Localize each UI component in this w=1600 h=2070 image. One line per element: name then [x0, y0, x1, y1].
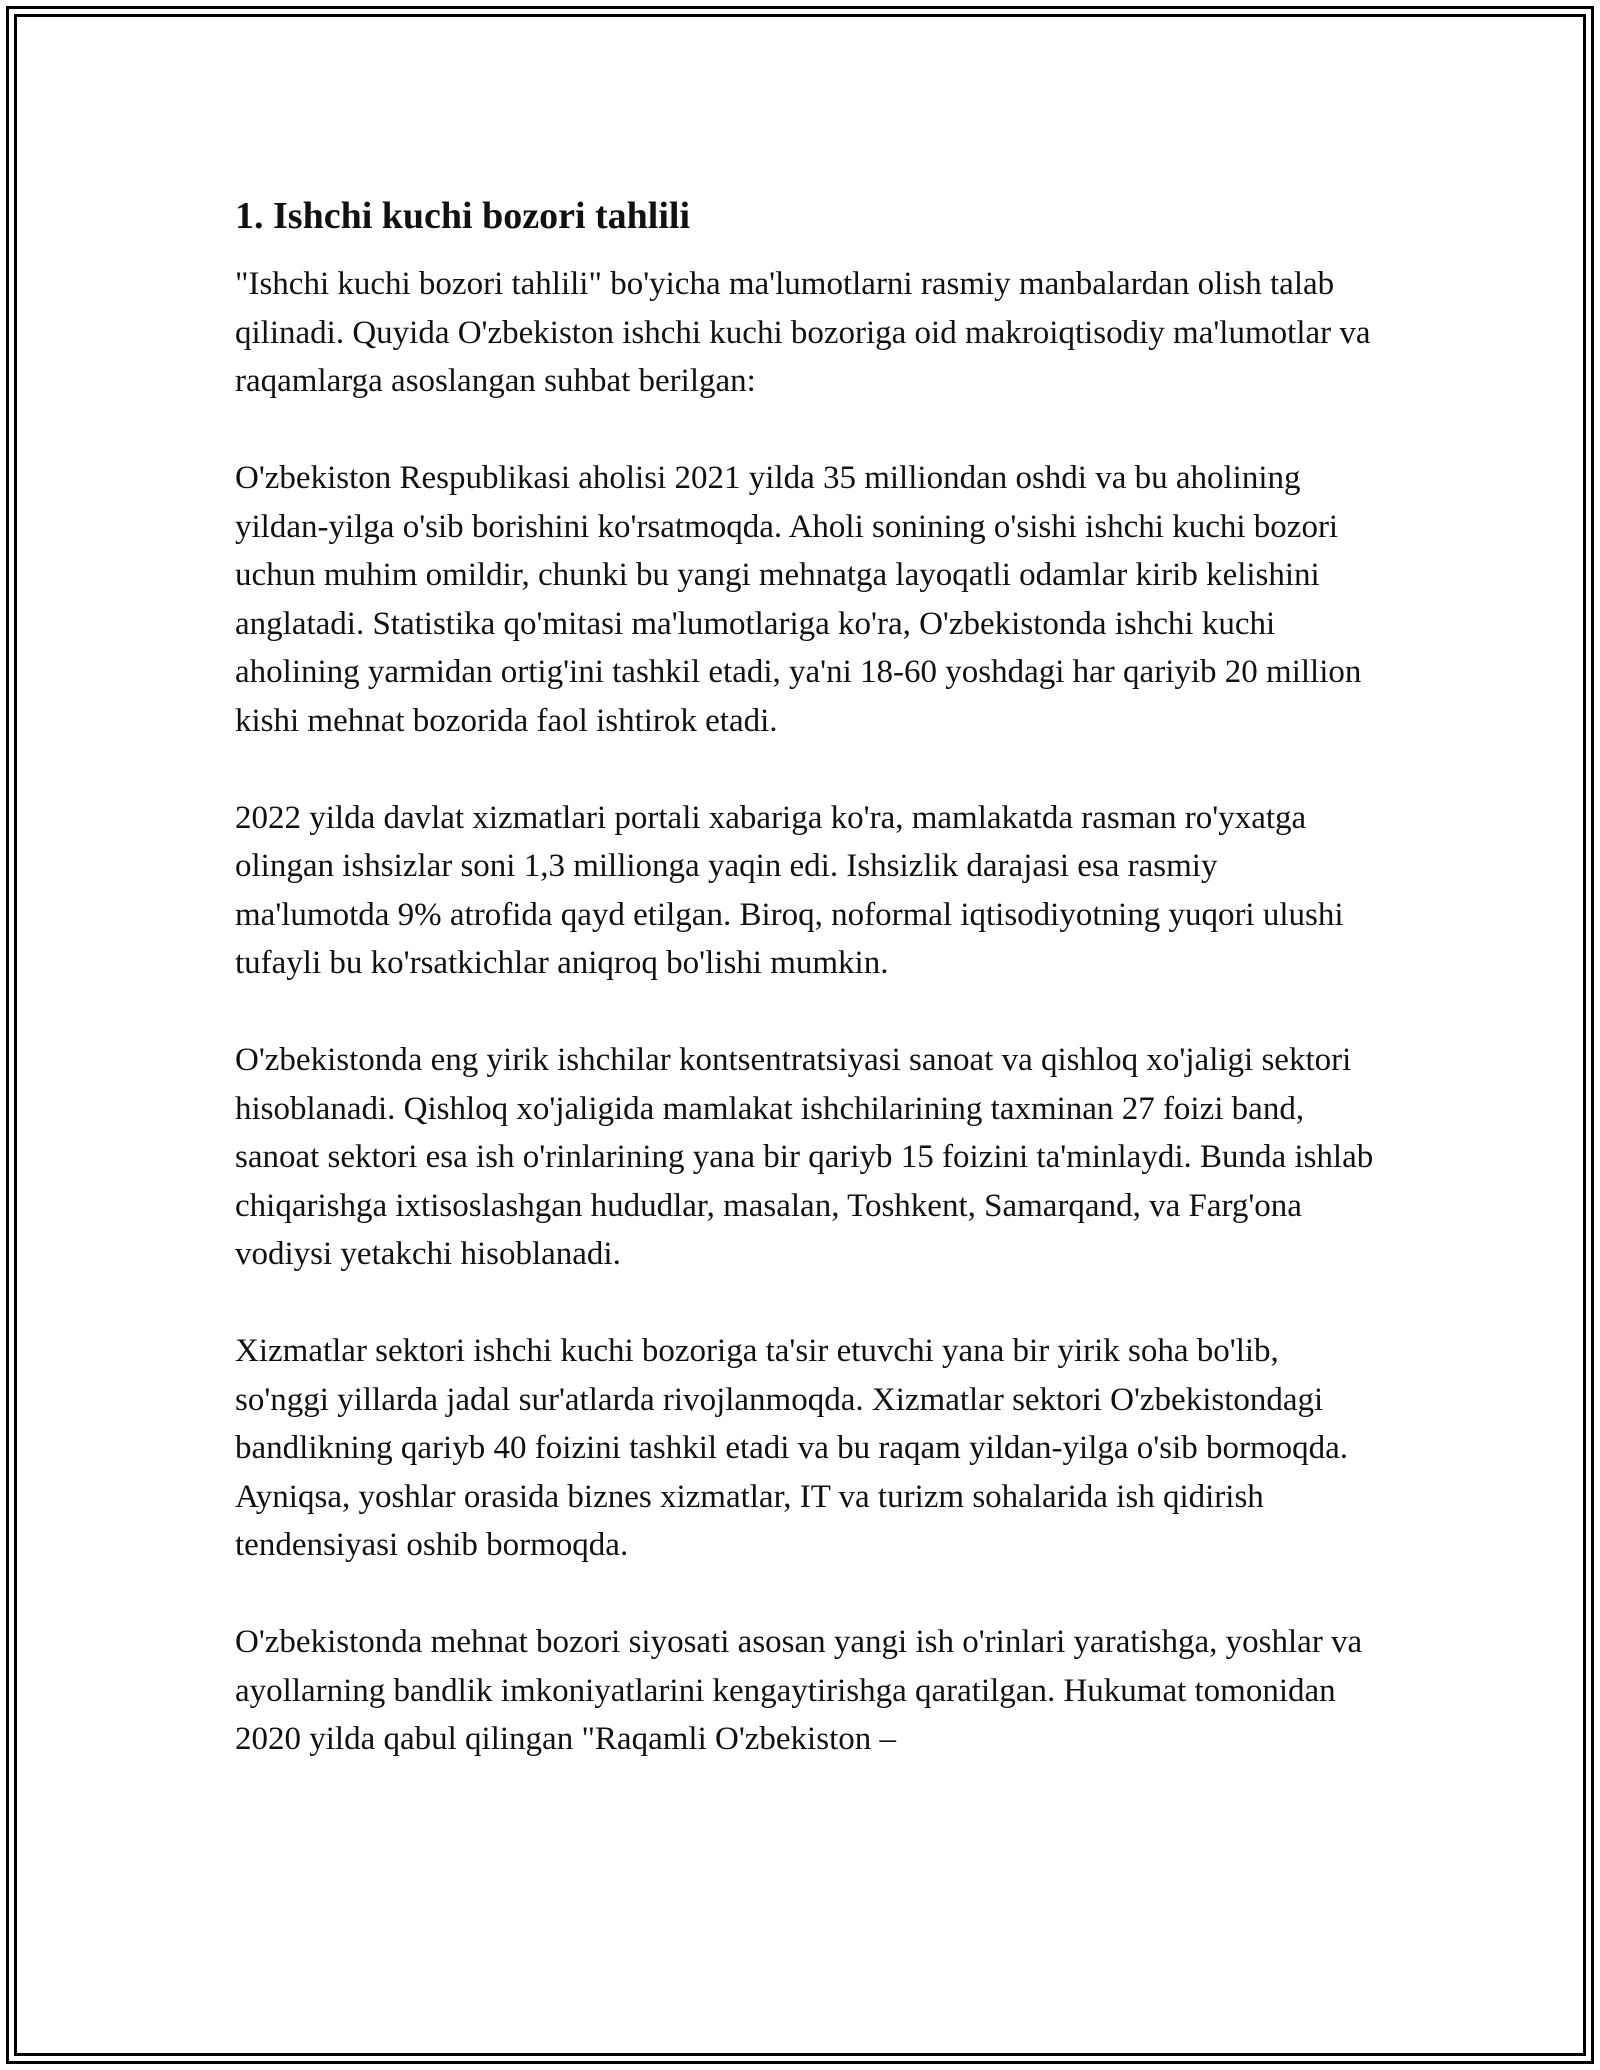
paragraph-population: O'zbekiston Respublikasi aholisi 2021 yilda 35 milliondan oshdi va bu aholining yildan-yilga o'sib borishini ko'rsatmoqda. Aholi sonining o'sishi ishchi kuchi bozori uchun muhim omildir, chunki bu yangi mehnatga layoqatli odamlar kirib kelishini anglatadi. Statistika qo'mitasi ma'lumotlariga ko'ra, O'zbekistonda ishchi kuchi aholining yarmidan ortig'ini tashkil etadi, ya'ni 18-60 yoshdagi har qariyib 20 million kishi mehnat bozorida faol ishtirok etadi.: [235, 460, 1362, 739]
paragraph-labor-policy: O'zbekistonda mehnat bozori siyosati asosan yangi ish o'rinlari yaratishga, yoshlar va ayollarning bandlik imkoniyatlarini kengaytirishga qaratilgan. Hukumat tomonidan 2020 yilda qabul qilingan "Raqamli O'zbekiston –: [235, 1624, 1363, 1757]
document-body: [235, 190, 1375, 1764]
section-heading: 1. Ishchi kuchi bozori tahlili: [235, 195, 691, 237]
paragraph-unemployment: 2022 yilda davlat xizmatlari portali xabariga ko'ra, mamlakatda rasman ro'yxatga olingan ishsizlar soni 1,3 millionga yaqin edi. Ishsizlik darajasi esa rasmiy ma'lumotda 9% atrofida qayd etilgan. Biroq, noformal iqtisodiyotning yuqori ulushi tufayli bu ko'rsatkichlar aniqroq bo'lishi mumkin.: [235, 799, 1344, 981]
paragraph-services: Xizmatlar sektori ishchi kuchi bozoriga ta'sir etuvchi yana bir yirik soha bo'lib, so'nggi yillarda jadal sur'atlarda rivojlanmoqda. Xizmatlar sektori O'zbekistondagi bandlikning qariyb 40 foizini tashkil etadi va bu raqam yildan-yilga o'sib bormoqda. Ayniqsa, yoshlar orasida biznes xizmatlar, IT va turizm sohalarida ish qidirish tendensiyasi oshib bormoqda.: [235, 1333, 1349, 1563]
paragraph-intro: "Ishchi kuchi bozori tahlili" bo'yicha ma'lumotlarni rasmiy manbalardan olish talab qilinadi. Quyida O'zbekiston ishchi kuchi bozoriga oid makroiqtisodiy ma'lumotlar va raqamlarga asoslangan suhbat berilgan:: [235, 266, 1371, 399]
paragraph-industry-agriculture: O'zbekistonda eng yirik ishchilar kontsentratsiyasi sanoat va qishloq xo'jaligi sektori hisoblanadi. Qishloq xo'jaligida mamlakat ishchilarining taxminan 27 foizi band, sanoat sektori esa ish o'rinlarining yana bir qariyb 15 foizini ta'minlaydi. Bunda ishlab chiqarishga ixtisoslashgan hududlar, masalan, Toshkent, Samarqand, va Farg'ona vodiysi yetakchi hisoblanadi.: [235, 1042, 1374, 1272]
